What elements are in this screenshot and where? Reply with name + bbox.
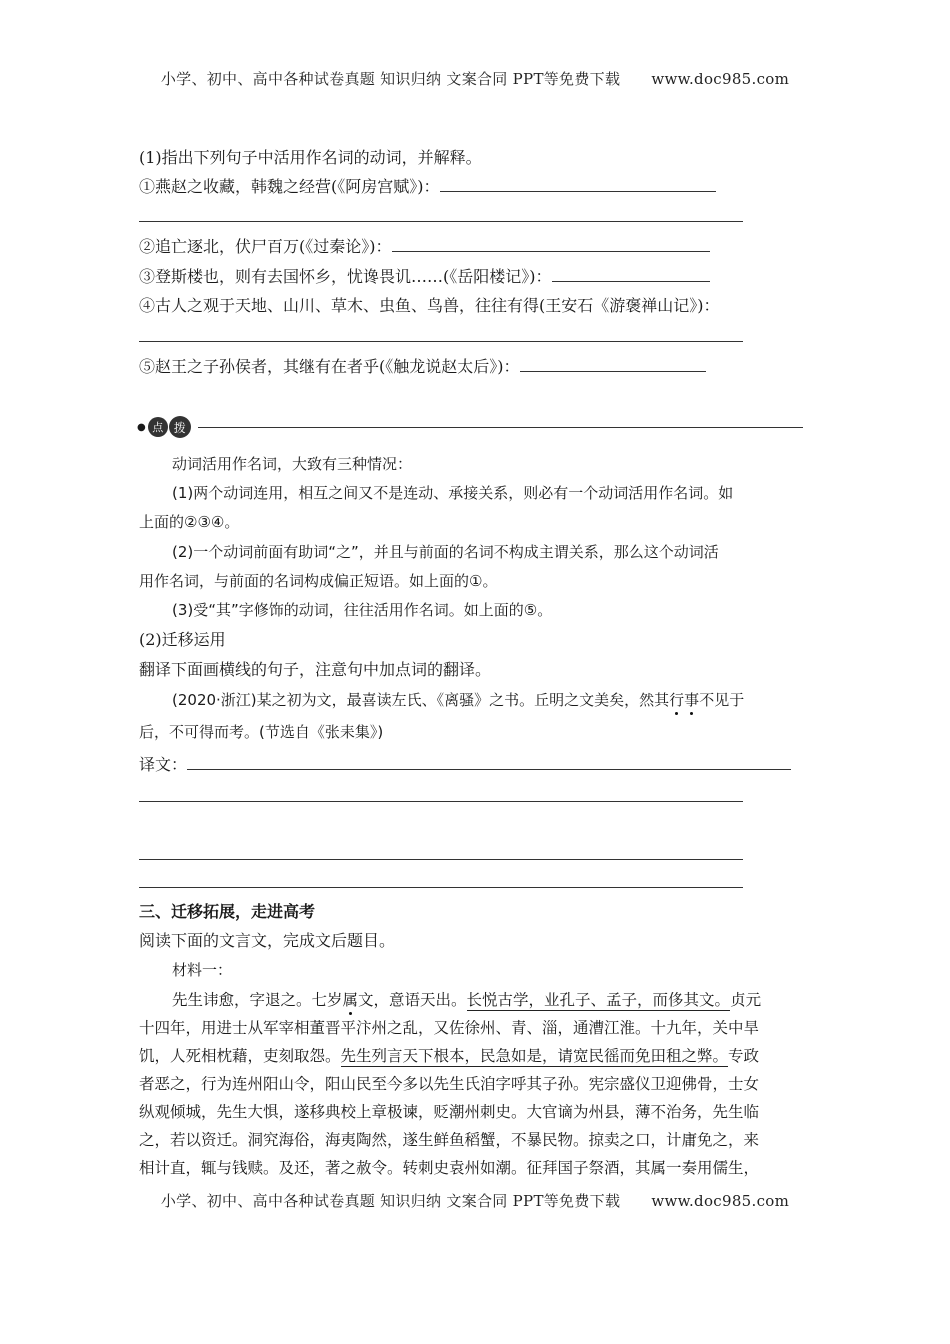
answer-blank-3[interactable] bbox=[552, 266, 710, 282]
translation-line-3[interactable] bbox=[139, 858, 743, 860]
answer-blank-5[interactable] bbox=[520, 356, 706, 372]
material-l1c: 贞元 bbox=[730, 991, 762, 1009]
material-text bbox=[139, 986, 811, 1182]
material-l3a: 饥，人死相枕藉，吏刻取怨。 bbox=[139, 1047, 341, 1065]
tip-intro: 动词活用作名词，大致有三种情况： bbox=[172, 455, 413, 473]
tip-p1b: 上面的②③④。 bbox=[139, 513, 240, 531]
q1-title: (1)指出下列句子中活用作名词的动词，并解释。 bbox=[139, 148, 482, 167]
material-l1a: 先生讳愈，字退之。七岁 bbox=[172, 991, 343, 1009]
footer-url[interactable]: www.doc985.com bbox=[651, 1192, 790, 1210]
q2-instruction: 翻译下面画横线的句子，注意句中加点词的翻译。 bbox=[139, 660, 492, 679]
q1-item2 bbox=[139, 236, 710, 257]
tip-header bbox=[137, 416, 803, 438]
q1-item4: ④古人之观于天地、山川、草木、虫鱼、鸟兽，往往有得(王安石《游褒禅山记》)： bbox=[139, 296, 720, 315]
material-line-7: 相计直，辄与钱赎。及还，著之赦令。转刺史袁州如潮。征拜国子祭酒，其属一奏用儒生， bbox=[139, 1159, 760, 1177]
translation-row bbox=[139, 754, 791, 775]
q1-item1-text: ①燕赵之收藏，韩魏之经营(《阿房宫赋》)： bbox=[139, 177, 440, 196]
tip-badge-2: 拨 bbox=[169, 416, 191, 438]
material-l1b: 文，意语天出。 bbox=[358, 991, 467, 1009]
material-line-4: 者恶之，行为连州阳山令，阳山民至今多以先生氏洎字呼其子孙。宪宗盛仪卫迎佛骨，士女 bbox=[139, 1075, 760, 1093]
answer-blank-1[interactable] bbox=[440, 176, 716, 192]
q1-item2-text: ②追亡逐北，伏尸百万(《过秦论》)： bbox=[139, 237, 392, 256]
q2-source-text: (2020·浙江)某之初为文，最喜读左氏、《离骚》之书。丘明之文美矣，然其 bbox=[172, 691, 670, 709]
dotted-word-shu: 属 bbox=[342, 991, 359, 1009]
underlined-sentence-1: 长悦古学，业孔子、孟子，而侈其文。 bbox=[466, 991, 731, 1009]
answer-line-1b[interactable] bbox=[139, 220, 743, 222]
material-line-6: 之，若以资迁。洞究海俗，海夷陶然，遂生鲜鱼稻蟹，不暴民物。掠卖之口，计庸免之，来 bbox=[139, 1131, 760, 1149]
q1-item5 bbox=[139, 356, 706, 377]
tip-p2a: (2)一个动词前面有助词“之”，并且与前面的名词不构成主谓关系，那么这个动词活 bbox=[172, 543, 719, 561]
translation-line-2[interactable] bbox=[139, 800, 743, 802]
dots-icon: ● bbox=[137, 421, 146, 433]
q1-item5-text: ⑤赵王之子孙侯者，其继有在者乎(《触龙说赵太后》)： bbox=[139, 357, 520, 376]
dotted-word-1: 行 bbox=[669, 691, 685, 709]
header-url[interactable]: www.doc985.com bbox=[651, 70, 790, 88]
page-header bbox=[0, 68, 950, 89]
tip-p1a: (1)两个动词连用，相互之间又不是连动、承接关系，则必有一个动词活用作名词。如 bbox=[172, 484, 734, 502]
answer-line-4[interactable] bbox=[139, 340, 743, 342]
q1-item3-text: ③登斯楼也，则有去国怀乡，忧谗畏讥……(《岳阳楼记》)： bbox=[139, 267, 552, 286]
q2-source-text-2: 不见于 bbox=[699, 691, 745, 709]
tip-badge-1: 点 bbox=[148, 417, 168, 437]
q2-source-line2: 后，不可得而考。(节选自《张耒集》) bbox=[139, 723, 384, 741]
material-line-3 bbox=[139, 1042, 811, 1070]
page-footer bbox=[0, 1190, 950, 1211]
dotted-word-2: 事 bbox=[684, 691, 700, 709]
tip-divider bbox=[198, 426, 803, 428]
underlined-sentence-2: 先生列言天下根本，民急如是，请宽民徭而免田租之弊。 bbox=[340, 1047, 729, 1065]
header-text: 小学、初中、高中各种试卷真题 知识归纳 文案合同 PPT等免费下载 bbox=[160, 70, 621, 88]
material-l3b: 专政 bbox=[728, 1047, 760, 1065]
section3-heading: 三、迁移拓展，走进高考 bbox=[139, 902, 316, 921]
q1-item1 bbox=[139, 176, 716, 197]
tip-p3: (3)受“其”字修饰的动词，往往活用作名词。如上面的⑤。 bbox=[172, 601, 553, 619]
translation-line-4[interactable] bbox=[139, 886, 743, 888]
footer-text: 小学、初中、高中各种试卷真题 知识归纳 文案合同 PPT等免费下载 bbox=[160, 1192, 621, 1210]
answer-blank-2[interactable] bbox=[392, 236, 710, 252]
material-line-5: 纵观倾城，先生大惧，遂移典校上章极谏，贬潮州刺史。大官谪为州县，薄不治务，先生临 bbox=[139, 1103, 760, 1121]
translation-blank-1[interactable] bbox=[187, 754, 791, 770]
q2-title: (2)迁移运用 bbox=[139, 630, 226, 649]
material-label: 材料一： bbox=[172, 961, 233, 979]
tip-p2b: 用作名词，与前面的名词构成偏正短语。如上面的①。 bbox=[139, 572, 498, 590]
material-line-2: 十四年，用进士从军宰相董晋平汴州之乱，又佐徐州、青、淄，通漕江淮。十九年，关中旱 bbox=[139, 1019, 760, 1037]
material-line-1 bbox=[139, 986, 811, 1014]
section3-instruction: 阅读下面的文言文，完成文后题目。 bbox=[139, 931, 396, 950]
q1-item3 bbox=[139, 266, 710, 287]
translation-label: 译文： bbox=[139, 755, 188, 774]
q2-source-line1 bbox=[139, 690, 744, 710]
